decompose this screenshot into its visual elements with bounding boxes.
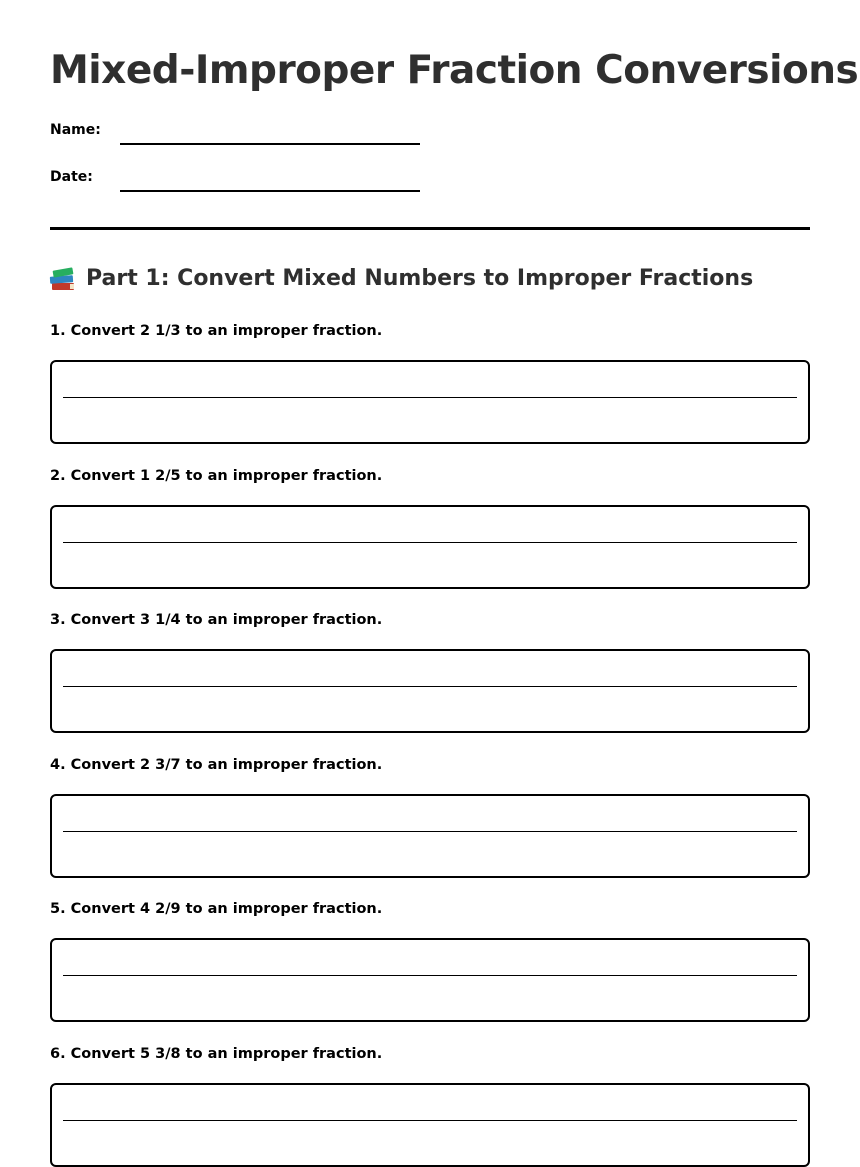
header-divider <box>50 227 810 230</box>
date-label: Date: <box>50 169 93 185</box>
question-3 <box>50 612 810 628</box>
answer-line <box>63 686 797 687</box>
question-text: 1. Convert 2 1/3 to an improper fraction. <box>50 323 383 339</box>
part1-heading-text: Part 1: Convert Mixed Numbers to Improper Fractions <box>86 266 754 291</box>
answer-line <box>63 542 797 543</box>
date-field[interactable] <box>120 190 420 192</box>
answer-line <box>63 975 797 976</box>
question-text: 2. Convert 1 2/5 to an improper fraction. <box>50 468 383 484</box>
question-4 <box>50 757 810 773</box>
question-1 <box>50 323 810 339</box>
books-icon <box>50 267 76 291</box>
question-5 <box>50 901 810 917</box>
answer-box[interactable] <box>50 360 810 444</box>
answer-box[interactable] <box>50 794 810 878</box>
answer-line <box>63 831 797 832</box>
answer-line <box>63 1120 797 1121</box>
answer-box[interactable] <box>50 649 810 733</box>
question-2 <box>50 468 810 484</box>
name-field[interactable] <box>120 143 420 145</box>
answer-box[interactable] <box>50 1083 810 1167</box>
name-field-row <box>50 120 420 144</box>
question-6 <box>50 1046 810 1062</box>
question-text: 5. Convert 4 2/9 to an improper fraction. <box>50 901 383 917</box>
answer-box[interactable] <box>50 505 810 589</box>
question-text: 3. Convert 3 1/4 to an improper fraction. <box>50 612 383 628</box>
part1-heading <box>50 266 753 291</box>
worksheet-title: Mixed-Improper Fraction Conversions <box>50 48 859 93</box>
answer-box[interactable] <box>50 938 810 1022</box>
question-text: 4. Convert 2 3/7 to an improper fraction. <box>50 757 383 773</box>
answer-line <box>63 397 797 398</box>
question-text: 6. Convert 5 3/8 to an improper fraction. <box>50 1046 383 1062</box>
date-field-row <box>50 167 420 191</box>
name-label: Name: <box>50 122 101 138</box>
